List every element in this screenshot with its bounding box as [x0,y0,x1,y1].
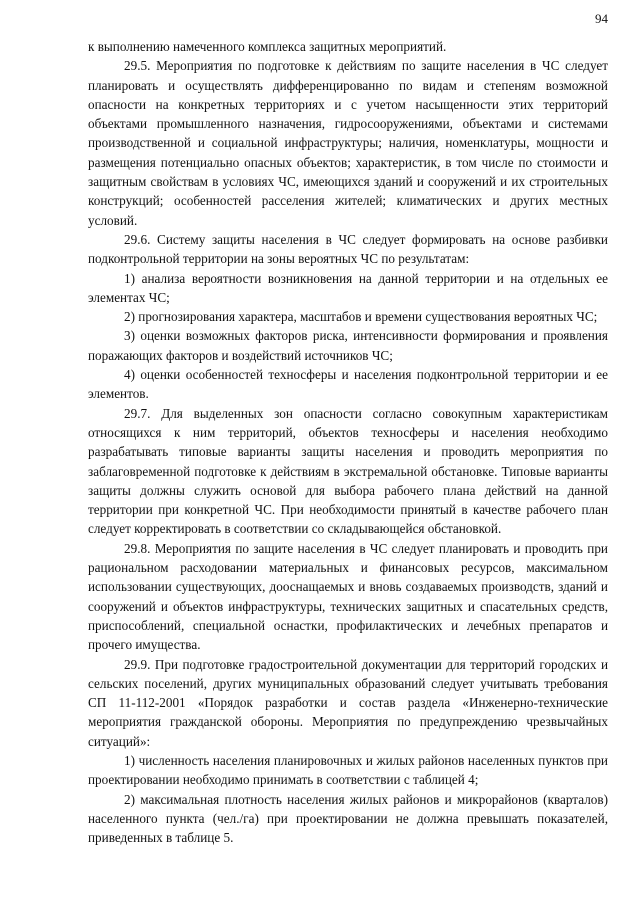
paragraph-29-8: 29.8. Мероприятия по защите населения в ЧС следует планировать и проводить при рациональном расходовании материальных и финансовых ресурсов, максимальном использовании существующих, дооснащаемых и вновь создаваемых производств, зданий и сооружений и объектов инфраструктуры, технических защитных и спасательных средств, приспособлений, специальной оснастки, профилактических и лечебных препаратов и прочего имущества. [88,540,608,653]
paragraph-29-7: 29.7. Для выделенных зон опасности согласно совокупным характеристикам относящихся к ним территорий, объектов техносферы и населения необходимо разрабатывать типовые варианты защиты населения и проводить мероприятия по заблаговременной подготовке к действиям в экстремальной обстановке. Типовые варианты защиты должны служить основой для выбора рабочего плана действий на данной территории при конкретной ЧС. При необходимости принятый в качестве рабочего план следует корректировать в соответствии со складывающейся обстановкой. [88,405,608,537]
paragraph-29-5: 29.5. Мероприятия по подготовке к действиям по защите населения в ЧС следует планировать и осуществлять дифференцированно по видам и степеням возможной опасности на конкретных территориях и с учетом насыщенности этих территорий объектами промышленного назначения, гидросооружениями, объектами и системами производственной и социальной инфраструктуры; наличия, номенклатуры, мощности и размещения потенциально опасных объектов; характеристик, в том числе по стоимости и защитным свойствам в условиях ЧС, имеющихся зданий и сооружений и их строительных конструкций; особенностей расселения жителей; климатических и других местных условий. [88,58,608,228]
list-item-29-6-3: 3) оценки возможных факторов риска, интенсивности формирования и проявления поражающих факторов и воздействий источников ЧС; [88,328,608,363]
list-item-29-9-1: 1) численность населения планировочных и жилых районов населенных пунктов при проектировании необходимо принимать в соответствии с таблицей 4; [88,752,608,788]
paragraph-29-6: 29.6. Систему защиты населения в ЧС следует формировать на основе разбивки подконтрольной территории на зоны вероятных ЧС по результатам: [88,231,608,267]
paragraph-continuation: к выполнению намеченного комплекса защитных мероприятий. [88,39,447,54]
paragraph-29-9: 29.9. При подготовке градостроительной документации для территорий городских и сельских поселений, других муниципальных образований следует учитывать требования СП 11-112-2001 «Порядок разработки и состав раздела «Инженерно-технические мероприятия гражданской обороны. Мероприятия по предупреждению чрезвычайных ситуаций»: [88,656,608,749]
page-number: 94 [595,11,608,26]
list-item-29-6-1: 1) анализа вероятности возникновения на данной территории и на отдельных ее элементах ЧС; [88,270,608,305]
body-text [88,37,608,847]
list-item-29-6-4: 4) оценки особенностей техносферы и населения подконтрольной территории и ее элементов. [88,367,608,402]
list-item-29-6-2: 2) прогнозирования характера, масштабов и времени существования вероятных ЧС; [124,309,598,325]
list-item-29-9-2: 2) максимальная плотность населения жилых районов и микрорайонов (кварталов) населенного пункта (чел./га) при проектировании не должна превышать показателей, приведенных в таблице 5. [88,791,608,846]
